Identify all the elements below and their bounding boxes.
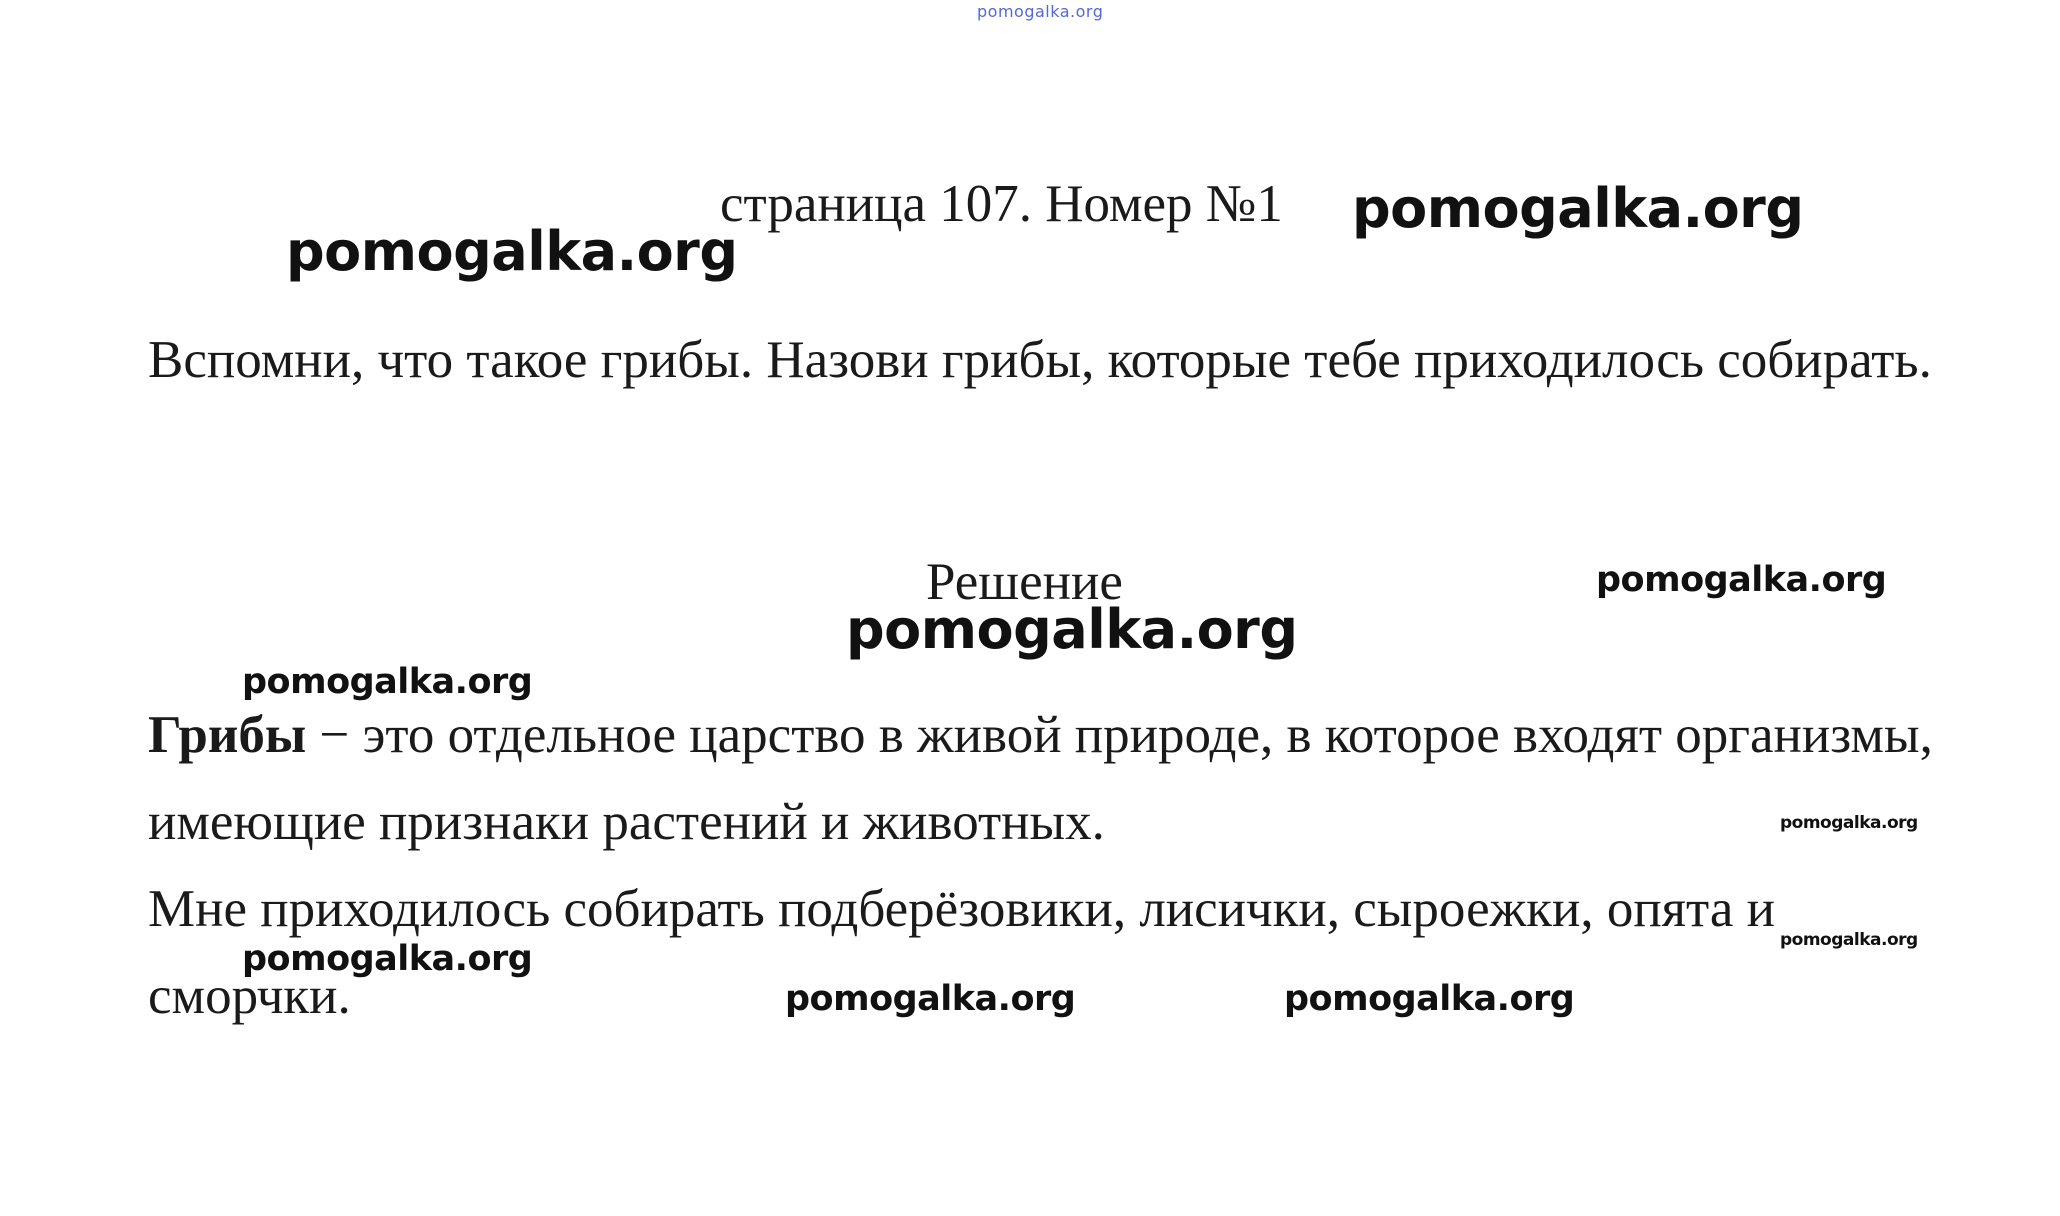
- watermark: pomogalka.org: [1780, 930, 1918, 950]
- site-link[interactable]: pomogalka.org: [977, 2, 1104, 21]
- answer-personal: Мне приходилось собирать подберёзовики, лисички, сыроежки, опята и сморчки.: [148, 880, 1776, 1025]
- page-title: страница 107. Номер №1: [720, 175, 1283, 233]
- task-text: Вспомни, что такое грибы. Назови грибы, которые тебе приходилось собирать.: [148, 331, 1932, 389]
- answer-definition: − это отдельное царство в живой природе, в которое входят организмы, имеющие признаки растений и животных.: [148, 706, 1933, 851]
- watermark: pomogalka.org: [1596, 560, 1887, 600]
- watermark: pomogalka.org: [286, 220, 738, 283]
- watermark: pomogalka.org: [242, 662, 533, 702]
- watermark: pomogalka.org: [846, 598, 1298, 661]
- watermark: pomogalka.org: [1284, 979, 1575, 1019]
- solution-heading: Решение: [926, 553, 1123, 611]
- watermark: pomogalka.org: [785, 979, 1076, 1019]
- watermark: pomogalka.org: [1780, 813, 1918, 833]
- answer-term: Грибы: [148, 706, 307, 764]
- watermark: pomogalka.org: [242, 939, 533, 979]
- watermark: pomogalka.org: [1352, 177, 1804, 240]
